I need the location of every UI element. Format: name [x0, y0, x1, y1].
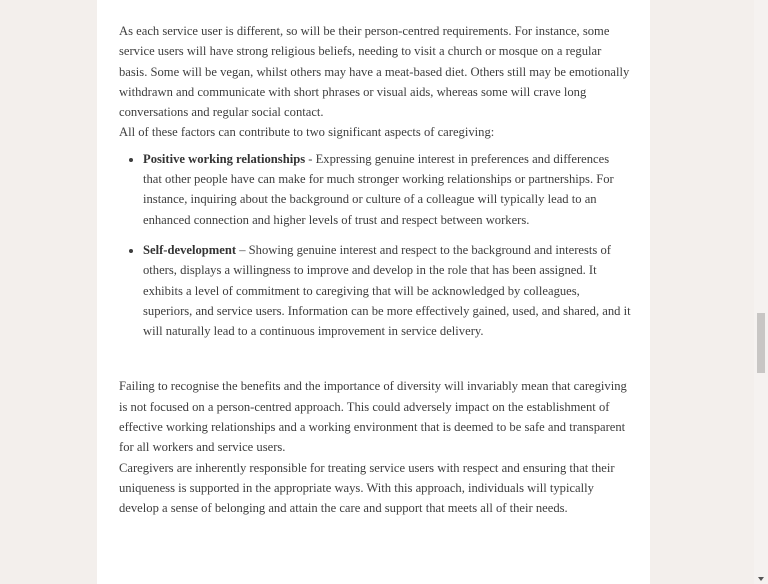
bullet-separator: – [236, 242, 249, 257]
bullet-text: Expressing genuine interest in preferences and differences that other people have can make for much stronger working relationships or partnerships. For instance, inquiring about the background or culture of a colleague will typically lead to an enhanced connection and higher levels of trust and respect between workers. [143, 151, 614, 227]
list-item [143, 149, 631, 230]
spacer [119, 351, 631, 376]
caregivers-paragraph: Caregivers are inherently responsible for treating service users with respect and ensuring that their uniqueness is supported in the appropriate ways. With this approach, individuals will typically develop a sense of belonging and attain the care and support that meets all of their needs. [119, 460, 615, 516]
bullet-separator: - [305, 151, 316, 166]
article-body [119, 21, 631, 519]
bullet-title: Positive working relationships [143, 151, 306, 166]
lead-paragraph: All of these factors can contribute to two significant aspects of caregiving: [119, 125, 495, 140]
list-item [143, 240, 631, 341]
scrollbar-track[interactable] [754, 0, 768, 584]
bullet-title: Self-development [143, 242, 237, 257]
intro-paragraph: As each service user is different, so will be their person-centred requirements. For instance, some service users will have strong religious beliefs, needing to visit a church or mosque on a regular basis. Some will be vegan, whilst others may have a meat-based diet. Others still may be emotionally withdrawn and communicate with short phrases or visual aids, whereas some will crave long conversations and regular social contact. [119, 24, 630, 120]
scroll-down-arrow-icon[interactable] [758, 577, 764, 581]
scrollbar-thumb[interactable] [757, 313, 765, 373]
failing-paragraph: Failing to recognise the benefits and the importance of diversity will invariably mean that caregiving is not focused on a person-centred approach. This could adversely impact on the establishment of effective working relationships and a working environment that is deemed to be safe and transparent for all workers and service users. [119, 379, 627, 455]
bullet-text: Showing genuine interest and respect to the background and interests of others, displays a willingness to improve and develop in the role that has been assigned. It exhibits a level of commitment to caregiving that will be acknowledged by colleagues, superiors, and service users. Information can be more effectively gained, used, and shared, and it will naturally lead to a continuous improvement in service delivery. [143, 242, 631, 339]
aspects-list [119, 149, 631, 342]
document-page [97, 0, 650, 584]
